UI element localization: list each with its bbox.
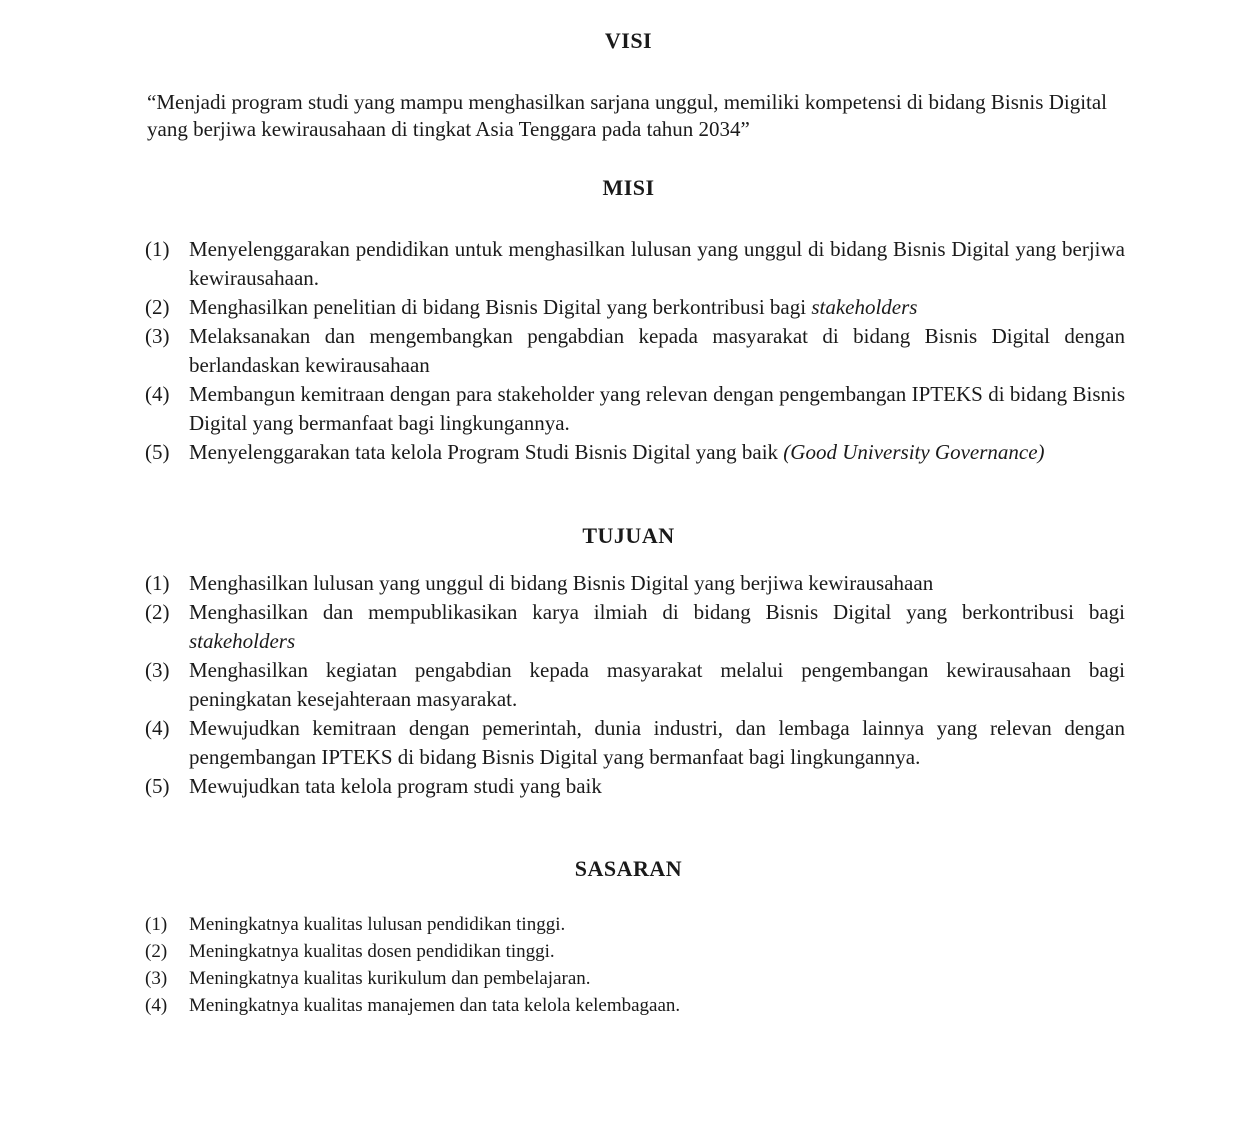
tujuan-item — [145, 714, 1125, 772]
item-number: (2) — [145, 600, 170, 624]
item-text: Menghasilkan lulusan yang unggul di bidang Bisnis Digital yang berjiwa kewirausahaan — [189, 571, 934, 595]
sasaran-list — [145, 911, 1125, 1019]
item-number: (3) — [145, 658, 170, 682]
item-italic-text: stakeholders — [189, 629, 296, 653]
item-italic-text: stakeholders — [811, 295, 918, 319]
tujuan-item — [145, 598, 1125, 656]
item-number: (1) — [145, 571, 170, 595]
item-text: Mewujudkan tata kelola program studi yang baik — [189, 774, 602, 798]
tujuan-item — [145, 656, 1125, 714]
item-number: (5) — [145, 774, 170, 798]
item-text: Menghasilkan kegiatan pengabdian kepada masyarakat melalui pengembangan kewirausahaan bagi peningkatan kesejahteraan masyarakat. — [189, 658, 1125, 711]
misi-heading: MISI — [602, 175, 655, 200]
item-italic-text: (Good University Governance) — [783, 440, 1045, 464]
tujuan-list — [145, 569, 1125, 801]
item-number: (4) — [145, 382, 170, 406]
sasaran-item — [145, 938, 1125, 965]
item-number: (2) — [145, 941, 168, 962]
item-text: Meningkatnya kualitas manajemen dan tata kelola kelembagaan. — [189, 995, 681, 1016]
misi-item — [145, 235, 1125, 293]
item-text: Meningkatnya kualitas lulusan pendidikan tinggi. — [189, 914, 566, 935]
misi-item — [145, 438, 1125, 467]
sasaran-heading: SASARAN — [574, 856, 683, 881]
visi-heading: VISI — [604, 28, 653, 53]
item-text: Menghasilkan penelitian di bidang Bisnis Digital yang berkontribusi bagi — [189, 295, 812, 319]
visi-text: “Menjadi program studi yang mampu menghasilkan sarjana unggul, memiliki kompetensi di bidang Bisnis Digital yang berjiwa kewirausahaan di tingkat Asia Tenggara pada tahun 2034” — [147, 90, 1108, 141]
tujuan-heading: TUJUAN — [582, 523, 675, 548]
misi-list — [145, 235, 1125, 467]
sasaran-item — [145, 911, 1125, 938]
misi-item — [145, 380, 1125, 438]
item-number: (3) — [145, 968, 168, 989]
item-text: Menyelenggarakan tata kelola Program Studi Bisnis Digital yang baik — [189, 440, 784, 464]
item-text: Menyelenggarakan pendidikan untuk menghasilkan lulusan yang unggul di bidang Bisnis Digital yang berjiwa kewirausahaan. — [189, 237, 1125, 290]
item-text: Melaksanakan dan mengembangkan pengabdian kepada masyarakat di bidang Bisnis Digital dengan berlandaskan kewirausahaan — [189, 324, 1125, 377]
sasaran-item — [145, 992, 1125, 1019]
item-text: Mewujudkan kemitraan dengan pemerintah, dunia industri, dan lembaga lainnya yang relevan dengan pengembangan IPTEKS di bidang Bisnis Digital yang bermanfaat bagi lingkungannya. — [189, 716, 1125, 769]
item-number: (5) — [145, 440, 170, 464]
item-text: Membangun kemitraan dengan para stakeholder yang relevan dengan pengembangan IPTEKS di bidang Bisnis Digital yang bermanfaat bagi lingkungannya. — [189, 382, 1125, 435]
misi-item — [145, 293, 1125, 322]
item-number: (3) — [145, 324, 170, 348]
tujuan-item — [145, 569, 1125, 598]
item-number: (1) — [145, 914, 168, 935]
item-text: Meningkatnya kualitas dosen pendidikan tinggi. — [189, 941, 555, 962]
item-text: Meningkatnya kualitas kurikulum dan pembelajaran. — [189, 968, 591, 989]
item-number: (4) — [145, 716, 170, 740]
item-text: Menghasilkan dan mempublikasikan karya ilmiah di bidang Bisnis Digital yang berkontribusi bagi — [189, 600, 1125, 624]
misi-item — [145, 322, 1125, 380]
sasaran-item — [145, 965, 1125, 992]
item-number: (4) — [145, 995, 168, 1016]
item-number: (2) — [145, 295, 170, 319]
item-number: (1) — [145, 237, 170, 261]
tujuan-item — [145, 772, 1125, 801]
